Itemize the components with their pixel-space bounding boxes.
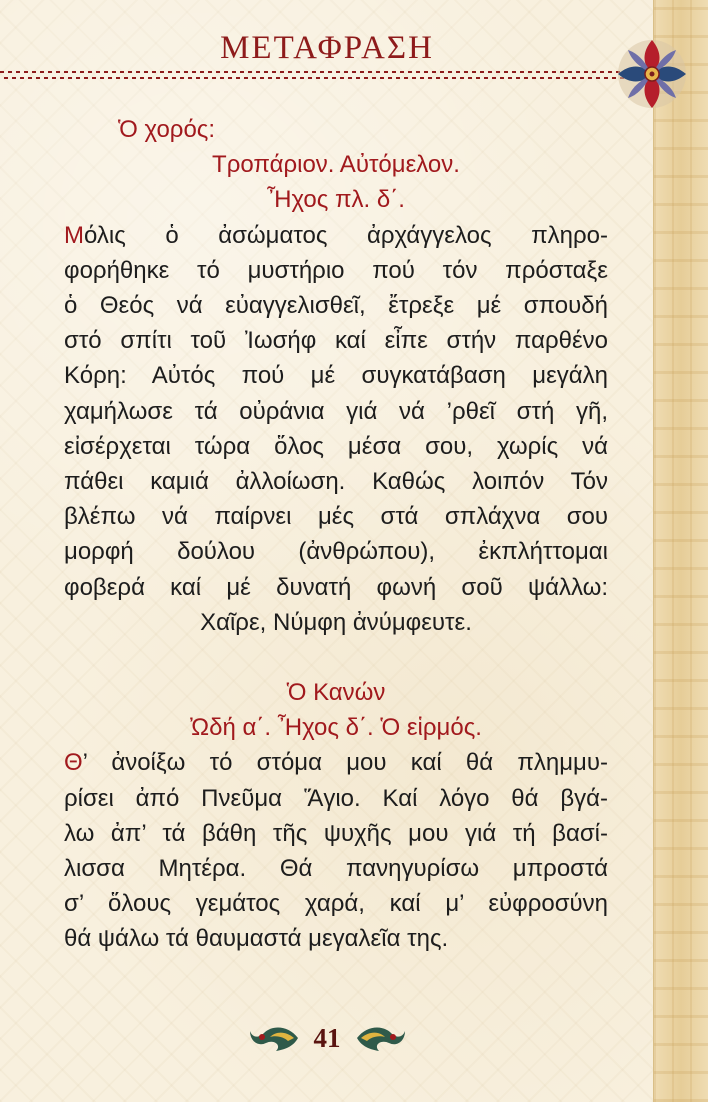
speaker-label: Ὁ χορός: <box>118 116 216 143</box>
text-line: βλέπω νά παίρνει μές στά σπλάχνα σου <box>64 503 608 531</box>
header-rule <box>0 71 632 79</box>
page-number: 41 <box>313 1022 341 1053</box>
page-content <box>64 112 608 957</box>
right-flourish-icon <box>355 1023 407 1053</box>
text-line: Θ’ ἀνοίξω τό στόμα μου καί θά πλημμυ- <box>64 749 608 777</box>
drop-initial: Μ <box>64 221 84 249</box>
text-line: μορφή δούλου (ἀνθρώπου), ἐκπλήττομαι <box>64 538 608 566</box>
section-gap <box>64 640 608 675</box>
text-line: φορήθηκε τό μυστήριο πού τόν πρόσταξε <box>64 256 608 284</box>
left-flourish-icon <box>248 1023 300 1053</box>
refrain-line: Χαῖρε, Νύμφη ἀνύμφευτε. <box>200 608 472 636</box>
page-footer <box>0 1018 654 1058</box>
hymn-type-heading: Τροπάριον. Αὐτόμελον. <box>212 151 460 179</box>
decorative-side-border <box>653 0 708 1102</box>
text-line: λω ἀπ’ τά βάθη τῆς ψυχῆς μου γιά τή βασί- <box>64 819 608 847</box>
text-line: ὁ Θεός νά εὐαγγελισθεῖ, ἔτρεξε μέ σπουδή <box>64 292 608 320</box>
text-line: χαμήλωσε τά οὐράνια γιά νά ’ρθεῖ στή γῆ, <box>64 397 608 425</box>
text-line: Μόλις ὁ ἀσώματος ἀρχάγγελος πληρο- <box>64 221 608 249</box>
text-line: ρίσει ἀπό Πνεῦμα Ἅγιο. Καί λόγο θά βγά- <box>64 784 608 812</box>
drop-initial: Θ <box>64 749 83 777</box>
text-line: Κόρη: Αὐτός πού μέ συγκατάβαση μεγάλη <box>64 362 608 390</box>
text-line: εἰσέρχεται τώρα ὅλος μέσα σου, χωρίς νά <box>64 432 608 460</box>
text-line: πάθει καμιά ἀλλοίωση. Καθώς λοιπόν Τόν <box>64 468 608 496</box>
text-line: θά ψάλω τά θαυμαστά μεγαλεῖα της. <box>64 925 449 953</box>
page-header-title: ΜΕΤΑΦΡΑΣΗ <box>220 30 434 66</box>
text-line: στό σπίτι τοῦ Ἰωσήφ καί εἶπε στήν παρθένο <box>64 327 608 355</box>
ode-heading: Ὠδή α΄. Ἦχος δ΄. Ὁ εἱρμός. <box>190 714 482 742</box>
canon-heading: Ὁ Κανών <box>286 679 386 707</box>
text-line: λισσα Μητέρα. Θά πανηγυρίσω μπροστά <box>64 855 608 883</box>
cross-ornament-icon <box>614 36 690 112</box>
text-line: φοβερά καί μέ δυνατή φωνή σοῦ ψάλλω: <box>64 573 608 601</box>
tone-heading: Ἦχος πλ. δ΄. <box>267 186 405 214</box>
text-line: σ’ ὅλους γεμάτος χαρά, καί μ’ εὐφροσύνη <box>64 890 608 918</box>
